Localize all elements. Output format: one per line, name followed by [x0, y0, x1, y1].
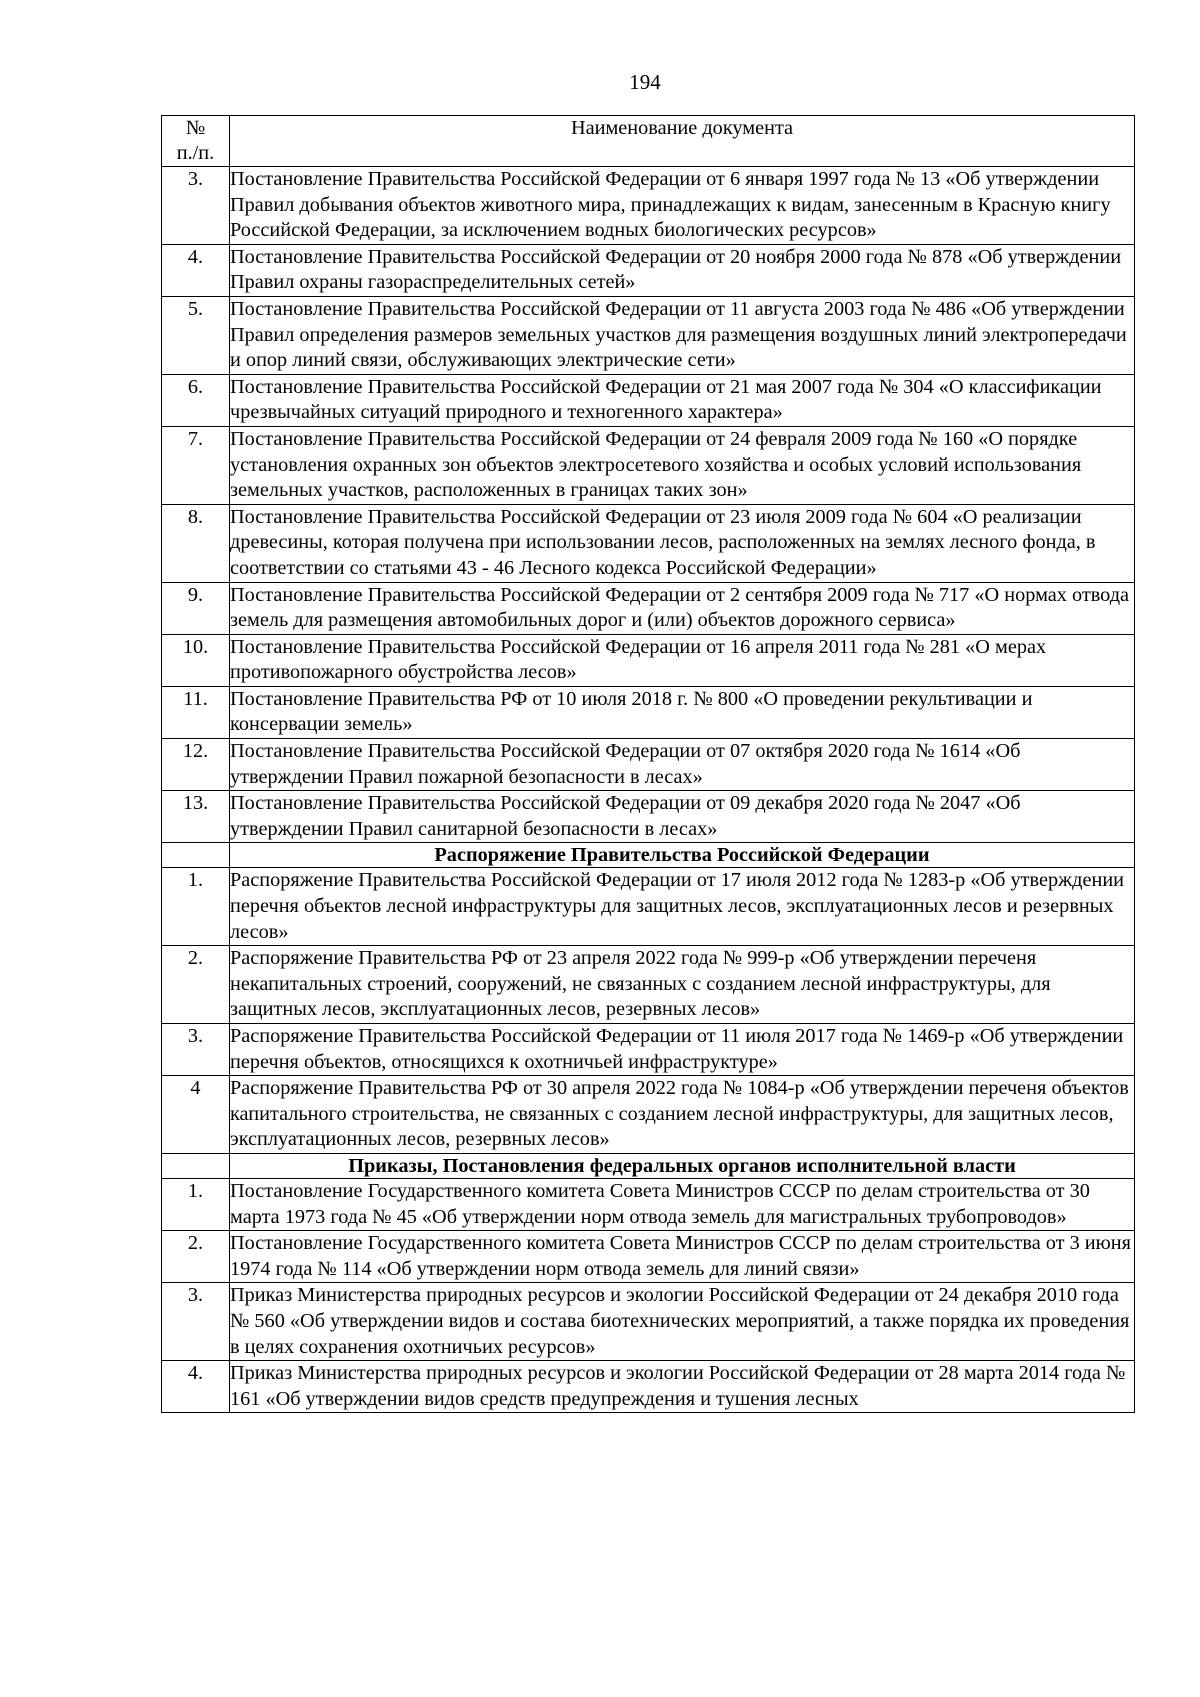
row-number: 7.	[162, 426, 230, 504]
table-header-row	[162, 116, 1135, 167]
row-number: 8.	[162, 504, 230, 582]
table-row	[162, 1024, 1135, 1076]
document-title: Постановление Правительства Российской Федерации от 09 декабря 2020 года № 2047 «Об утверждении Правил санитарной безопасности в лесах»	[230, 791, 1135, 843]
row-number: 3.	[162, 1024, 230, 1076]
table-row	[162, 868, 1135, 946]
document-title: Распоряжение Правительства РФ от 30 апреля 2022 года № 1084-р «Об утверждении переченя объектов капитального строительства, не связанных с созданием лесной инфраструктуры, для защитных лесов, эксплуатационных лесов, резервных лесов»	[230, 1076, 1135, 1154]
section-number-cell	[162, 1153, 230, 1178]
document-title: Постановление Правительства Российской Федерации от 20 ноября 2000 года № 878 «Об утверждении Правил охраны газораспределительных сетей»	[230, 244, 1135, 296]
page-number: 194	[629, 70, 661, 94]
document-title: Постановление Правительства Российской Федерации от 6 января 1997 года № 13 «Об утверждении Правил добывания объектов животного мира, принадлежащих к видам, занесенным в Красную книгу Российской Федерации, за исключением водных биологических ресурсов»	[230, 167, 1135, 245]
row-number: 11.	[162, 686, 230, 738]
row-number: 5.	[162, 296, 230, 374]
document-title: Постановление Правительства Российской Федерации от 11 августа 2003 года № 486 «Об утверждении Правил определения размеров земельных участков для размещения воздушных линий электропередачи и опор линий связи, обслуживающих электрические сети»	[230, 296, 1135, 374]
table-row	[162, 504, 1135, 582]
header-number	[162, 116, 230, 167]
table-row	[162, 634, 1135, 686]
table-body	[162, 167, 1135, 1413]
table-row	[162, 167, 1135, 245]
document-title: Постановление Правительства Российской Федерации от 24 февраля 2009 года № 160 «О порядке установления охранных зон объектов электросетевого хозяйства и особых условий использования земельных участков, расположенных в границах таких зон»	[230, 426, 1135, 504]
document-title: Приказ Министерства природных ресурсов и экологии Российской Федерации от 28 марта 2014 года № 161 «Об утверждении видов средств предупреждения и тушения лесных	[230, 1361, 1135, 1413]
table-row	[162, 946, 1135, 1024]
row-number: 6.	[162, 374, 230, 426]
documents-table	[161, 115, 1135, 1413]
document-title: Распоряжение Правительства Российской Федерации от 11 июля 2017 года № 1469-р «Об утверждении перечня объектов, относящихся к охотничьей инфраструктуре»	[230, 1024, 1135, 1076]
row-number: 10.	[162, 634, 230, 686]
table-row	[162, 1076, 1135, 1154]
table-row	[162, 1178, 1135, 1230]
row-number: 12.	[162, 739, 230, 791]
document-title: Постановление Правительства Российской Федерации от 21 мая 2007 года № 304 «О классификации чрезвычайных ситуаций природного и техногенного характера»	[230, 374, 1135, 426]
row-number: 3.	[162, 167, 230, 245]
row-number: 1.	[162, 868, 230, 946]
section-heading: Распоряжение Правительства Российской Федерации	[230, 843, 1135, 868]
document-title: Приказ Министерства природных ресурсов и экологии Российской Федерации от 24 декабря 2010 года № 560 «Об утверждении видов и состава биотехнических мероприятий, а также порядка их проведения в целях сохранения охотничьих ресурсов»	[230, 1283, 1135, 1361]
document-title: Постановление Правительства Российской Федерации от 16 апреля 2011 года № 281 «О мерах противопожарного обустройства лесов»	[230, 634, 1135, 686]
table-row	[162, 374, 1135, 426]
table-row	[162, 296, 1135, 374]
row-number: 4.	[162, 244, 230, 296]
section-number-cell	[162, 843, 230, 868]
table-row	[162, 791, 1135, 843]
table-row	[162, 739, 1135, 791]
document-title: Постановление Государственного комитета Совета Министров СССР по делам строительства от 30 марта 1973 года № 45 «Об утверждении норм отвода земель для магистральных трубопроводов»	[230, 1178, 1135, 1230]
header-number-symbol: №	[185, 117, 206, 139]
table-row	[162, 582, 1135, 634]
row-number: 4	[162, 1076, 230, 1154]
table-row	[162, 1231, 1135, 1283]
document-title: Постановление Правительства РФ от 10 июля 2018 г. № 800 «О проведении рекультивации и консервации земель»	[230, 686, 1135, 738]
table-row	[162, 1283, 1135, 1361]
row-number: 3.	[162, 1283, 230, 1361]
row-number: 1.	[162, 1178, 230, 1230]
table-row	[162, 244, 1135, 296]
row-number: 4.	[162, 1361, 230, 1413]
row-number: 2.	[162, 1231, 230, 1283]
table-row	[162, 426, 1135, 504]
document-title: Постановление Правительства Российской Федерации от 23 июля 2009 года № 604 «О реализации древесины, которая получена при использовании лесов, расположенных на землях лесного фонда, в соответствии со статьями 43 - 46 Лесного кодекса Российской Федерации»	[230, 504, 1135, 582]
header-document-name: Наименование документа	[230, 116, 1135, 167]
table-row	[162, 1361, 1135, 1413]
section-heading-row	[162, 843, 1135, 868]
row-number: 2.	[162, 946, 230, 1024]
row-number: 9.	[162, 582, 230, 634]
document-title: Постановление Государственного комитета Совета Министров СССР по делам строительства от 3 июня 1974 года № 114 «Об утверждении норм отвода земель для линий связи»	[230, 1231, 1135, 1283]
document-title: Распоряжение Правительства РФ от 23 апреля 2022 года № 999-р «Об утверждении переченя некапитальных строений, сооружений, не связанных с созданием лесной инфраструктуры, для защитных лесов, эксплуатационных лесов, резервных лесов»	[230, 946, 1135, 1024]
document-title: Постановление Правительства Российской Федерации от 2 сентября 2009 года № 717 «О нормах отвода земель для размещения автомобильных дорог и (или) объектов дорожного сервиса»	[230, 582, 1135, 634]
document-title: Распоряжение Правительства Российской Федерации от 17 июля 2012 года № 1283-р «Об утверждении перечня объектов лесной инфраструктуры для защитных лесов, эксплуатационных лесов и резервных лесов»	[230, 868, 1135, 946]
row-number: 13.	[162, 791, 230, 843]
header-number-abbr: п./п.	[176, 142, 215, 164]
section-heading: Приказы, Постановления федеральных органов исполнительной власти	[230, 1153, 1135, 1178]
section-heading-row	[162, 1153, 1135, 1178]
table-row	[162, 686, 1135, 738]
document-title: Постановление Правительства Российской Федерации от 07 октября 2020 года № 1614 «Об утверждении Правил пожарной безопасности в лесах»	[230, 739, 1135, 791]
